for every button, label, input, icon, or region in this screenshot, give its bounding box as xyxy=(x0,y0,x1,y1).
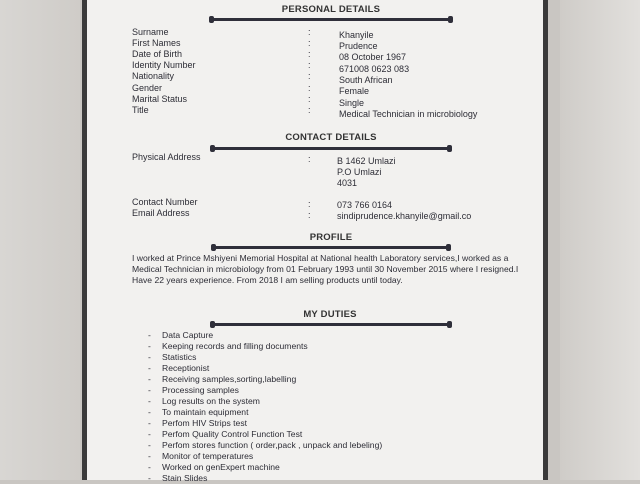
duty-item: - Receiving samples,sorting,labelling xyxy=(148,374,297,384)
address-line-3: 4031 xyxy=(337,178,358,188)
duties-heading: MY DUTIES xyxy=(303,309,357,320)
background-right xyxy=(560,0,640,480)
duty-item: - Keeping records and filling documents xyxy=(148,341,308,351)
colon: : xyxy=(308,210,311,220)
value-title: Medical Technician in microbiology xyxy=(339,109,478,119)
contact-details-rule xyxy=(211,147,451,150)
personal-details-rule xyxy=(210,18,452,21)
label-date-of-birth: Date of Birth xyxy=(132,49,183,59)
colon: : xyxy=(308,83,311,93)
label-surname: Surname xyxy=(132,27,169,37)
background-left xyxy=(0,0,80,480)
duty-item: - Worked on genExpert machine xyxy=(148,462,280,472)
colon: : xyxy=(308,27,311,37)
value-email-address: sindiprudence.khanyile@gmail.co xyxy=(337,211,472,221)
value-identity-number: 671008 0623 083 xyxy=(339,64,410,74)
colon: : xyxy=(308,94,311,104)
profile-rule xyxy=(212,246,450,249)
value-surname: Khanyile xyxy=(339,30,374,40)
value-first-names: Prudence xyxy=(339,41,378,51)
duty-item: - Processing samples xyxy=(148,385,239,395)
contact-details-heading: CONTACT DETAILS xyxy=(285,132,377,143)
label-nationality: Nationality xyxy=(132,71,175,81)
label-email-address: Email Address xyxy=(132,208,190,218)
duty-item: - Perfom stores function ( order,pack , unpack and lebeling) xyxy=(148,440,383,450)
duty-item: - Receptionist xyxy=(148,363,210,373)
duty-item: - Log results on the system xyxy=(148,396,260,406)
personal-details-heading: PERSONAL DETAILS xyxy=(281,4,381,15)
value-date-of-birth: 08 October 1967 xyxy=(339,52,407,62)
duty-item: - Perfom HIV Strips test xyxy=(148,418,248,428)
label-gender: Gender xyxy=(132,83,163,93)
label-contact-number: Contact Number xyxy=(132,197,198,207)
colon: : xyxy=(308,71,311,81)
page-border-left xyxy=(82,0,87,480)
duty-item: - To maintain equipment xyxy=(148,407,249,417)
profile-heading: PROFILE xyxy=(309,232,353,243)
duty-item: - Monitor of temperatures xyxy=(148,451,254,461)
profile-line-2: Medical Technician in microbiology from 01 February 1993 until 30 November 2015 where I resigned.I xyxy=(132,264,519,275)
value-gender: Female xyxy=(339,86,370,96)
value-contact-number: 073 766 0164 xyxy=(337,200,393,210)
colon: : xyxy=(308,154,311,164)
address-line-2: P.O Umlazi xyxy=(337,167,382,177)
label-identity-number: Identity Number xyxy=(132,60,196,70)
colon: : xyxy=(308,49,311,59)
colon: : xyxy=(308,60,311,70)
colon: : xyxy=(308,199,311,209)
colon: : xyxy=(308,38,311,48)
colon: : xyxy=(308,105,311,115)
profile-line-3: Have 22 years experience. From 2018 I am selling products until today. xyxy=(132,275,403,286)
label-physical-address: Physical Address xyxy=(132,152,201,162)
value-nationality: South African xyxy=(339,75,393,85)
duty-item: - Statistics xyxy=(148,352,197,362)
label-title: Title xyxy=(132,105,149,115)
address-line-1: B 1462 Umlazi xyxy=(337,156,396,166)
page-border-right xyxy=(543,0,548,480)
profile-line-1: I worked at Prince Mshiyeni Memorial Hospital at National health Laboratory services,I worked as a xyxy=(132,253,509,263)
duties-rule xyxy=(211,323,451,326)
duty-item: - Stain Slides xyxy=(148,473,208,483)
value-marital-status: Single xyxy=(339,98,365,108)
label-marital-status: Marital Status xyxy=(132,94,188,104)
duty-item: - Data Capture xyxy=(148,330,214,340)
profile-paragraph xyxy=(132,253,527,287)
label-first-names: First Names xyxy=(132,38,181,48)
duty-item: - Perfom Quality Control Function Test xyxy=(148,429,303,439)
